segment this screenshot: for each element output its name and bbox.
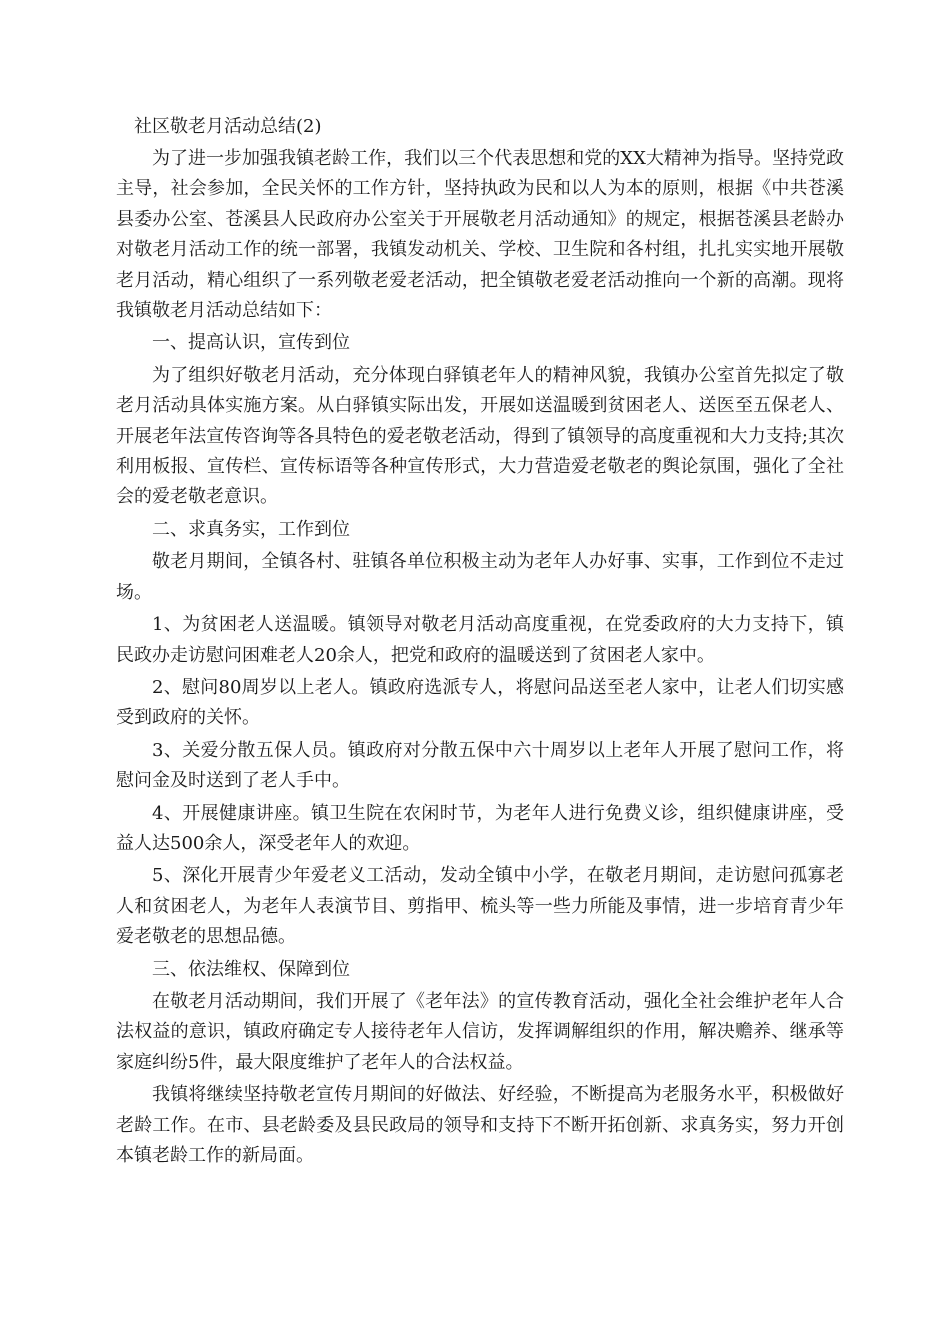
section-body-3: 在敬老月活动期间，我们开展了《老年法》的宣传教育活动，强化全社会维护老年人合法权益的意识，镇政府确定专人接待老年人信访，发挥调解组织的作用，解决赡养、继承等家庭纠纷5件，最大限度维护了老年人的合法权益。: [116, 990, 844, 1073]
section-heading-1: 一、提高认识，宣传到位: [152, 332, 350, 354]
intro-paragraph: 为了进一步加强我镇老龄工作，我们以三个代表思想和党的XX大精神为指导。坚持党政主导，社会参加，全民关怀的工作方针，坚持执政为民和以人为本的原则，根据《中共苍溪县委办公室、苍溪县人民政府办公室关于开展敬老月活动通知》的规定，根据苍溪县老龄办对敬老月活动工作的统一部署，我镇发动机关、学校、卫生院和各村组，扎扎实实地开展敬老月活动，精心组织了一系列敬老爱老活动，把全镇敬老爱老活动推向一个新的高潮。现将我镇敬老月活动总结如下：: [116, 148, 844, 322]
document-page: [116, 112, 844, 1173]
list-item-3: 3、关爱分散五保人员。镇政府对分散五保中六十周岁以上老年人开展了慰问工作，将慰问金及时送到了老人手中。: [116, 739, 844, 792]
conclusion-paragraph: 我镇将继续坚持敬老宣传月期间的好做法、好经验，不断提高为老服务水平，积极做好老龄工作。在市、县老龄委及县民政局的领导和支持下不断开拓创新、求真务实，努力开创本镇老龄工作的新局面。: [116, 1084, 844, 1166]
section-heading-3: 三、依法维权、保障到位: [152, 958, 350, 980]
section-heading-2: 二、求真务实，工作到位: [152, 518, 350, 540]
list-item-1: 1、为贫困老人送温暖。镇领导对敬老月活动高度重视，在党委政府的大力支持下，镇民政办走访慰问困难老人20余人，把党和政府的温暖送到了贫困老人家中。: [116, 614, 844, 666]
list-item-2: 2、慰问80周岁以上老人。镇政府选派专人，将慰问品送至老人家中，让老人们切实感受到政府的关怀。: [116, 676, 844, 729]
list-item-4: 4、开展健康讲座。镇卫生院在农闲时节，为老年人进行免费义诊，组织健康讲座，受益人达500余人，深受老年人的欢迎。: [116, 802, 844, 854]
section-body-2: 敬老月期间，全镇各村、驻镇各单位积极主动为老年人办好事、实事，工作到位不走过场。: [116, 551, 844, 603]
list-item-5: 5、深化开展青少年爱老义工活动，发动全镇中小学，在敬老月期间，走访慰问孤寡老人和贫困老人，为老年人表演节目、剪指甲、梳头等一些力所能及事情，进一步培育青少年爱老敬老的思想品德。: [116, 865, 844, 948]
document-title: 社区敬老月活动总结(2): [134, 116, 322, 137]
section-body-1: 为了组织好敬老月活动，充分体现白驿镇老年人的精神风貌，我镇办公室首先拟定了敬老月活动具体实施方案。从白驿镇实际出发，开展如送温暖到贫困老人、送医至五保老人、开展老年法宣传咨询等各具特色的爱老敬老活动，得到了镇领导的高度重视和大力支持;其次利用板报、宣传栏、宣传标语等各种宣传形式，大力营造爱老敬老的舆论氛围，强化了全社会的爱老敬老意识。: [116, 364, 844, 508]
